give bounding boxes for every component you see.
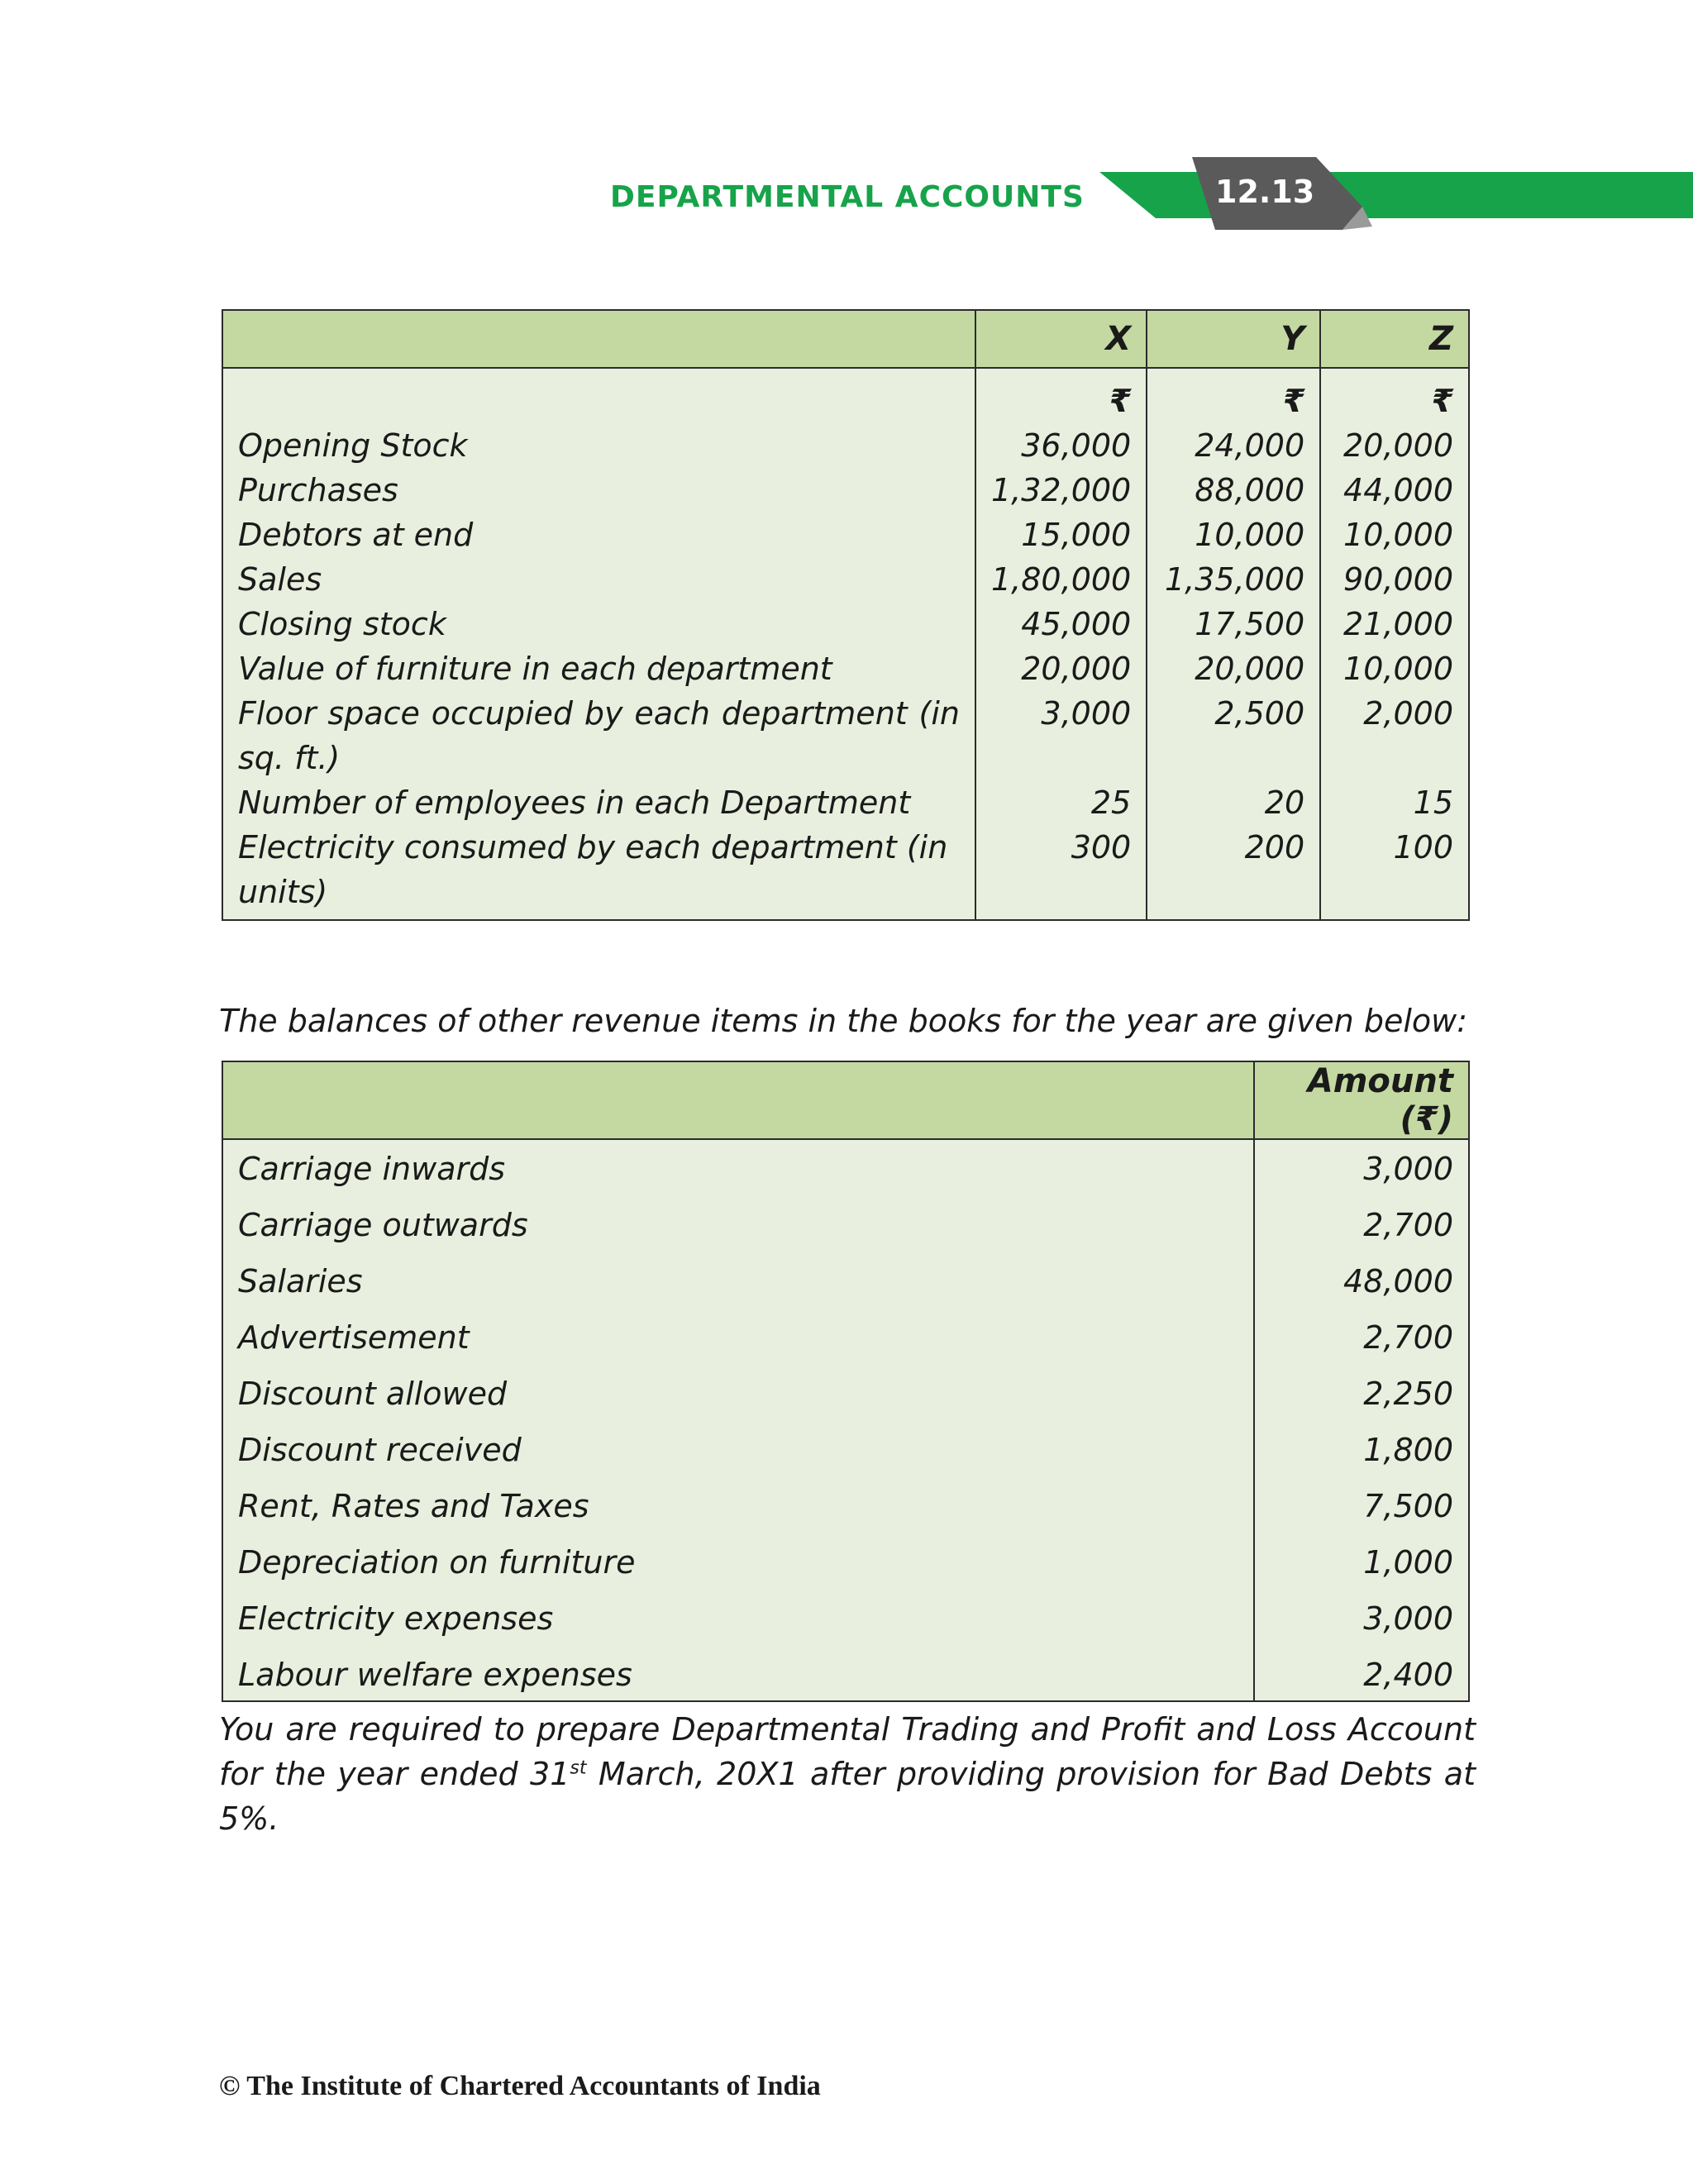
table-header-row (222, 1061, 1469, 1139)
value-z: 10,000 (1320, 513, 1469, 557)
value-y: 200 (1147, 825, 1320, 920)
table-header-row (222, 310, 1469, 368)
revenue-items-table (222, 1061, 1470, 1702)
row-label: Electricity expenses (222, 1585, 1254, 1641)
value-y: 17,500 (1147, 602, 1320, 646)
amount-value: 3,000 (1254, 1139, 1469, 1191)
header-cell-x: X (975, 310, 1147, 368)
row-label: Floor space occupied by each department (in sq. ft.) (222, 691, 975, 780)
amount-value: 1,800 (1254, 1416, 1469, 1472)
value-z: 20,000 (1320, 423, 1469, 468)
header-cell-y: Y (1147, 310, 1320, 368)
currency-cell-y: ₹ (1147, 368, 1320, 423)
table-row (222, 1528, 1469, 1585)
ordinal-suffix: st (570, 1757, 587, 1779)
value-y: 24,000 (1147, 423, 1320, 468)
amount-value: 2,700 (1254, 1304, 1469, 1360)
table-row (222, 423, 1469, 468)
currency-row (222, 368, 1469, 423)
row-label: Sales (222, 557, 975, 602)
copyright-footer: © The Institute of Chartered Accountants of India (219, 2071, 821, 2101)
table-row (222, 1247, 1469, 1304)
value-z: 10,000 (1320, 646, 1469, 691)
table-row (222, 1360, 1469, 1416)
table-row (222, 825, 1469, 920)
amount-value: 2,400 (1254, 1641, 1469, 1701)
department-data-table (222, 309, 1470, 921)
table-row (222, 1641, 1469, 1701)
value-y: 2,500 (1147, 691, 1320, 780)
amount-value: 2,700 (1254, 1191, 1469, 1247)
table-row (222, 1416, 1469, 1472)
table-row (222, 513, 1469, 557)
table-row (222, 780, 1469, 825)
table-row (222, 602, 1469, 646)
value-x: 25 (975, 780, 1147, 825)
row-label: Discount allowed (222, 1360, 1254, 1416)
row-label: Debtors at end (222, 513, 975, 557)
value-z: 90,000 (1320, 557, 1469, 602)
header-green-stripe (1099, 172, 1693, 218)
header-cell-blank (222, 1061, 1254, 1139)
value-x: 300 (975, 825, 1147, 920)
value-x: 20,000 (975, 646, 1147, 691)
row-label: Opening Stock (222, 423, 975, 468)
instruction-text-end: March, 20X1 after providing provision for Bad Debts at 5%. (219, 1756, 1476, 1837)
page-number: 12.13 (1215, 174, 1315, 210)
value-x: 1,32,000 (975, 468, 1147, 513)
table-row (222, 1191, 1469, 1247)
row-label: Rent, Rates and Taxes (222, 1472, 1254, 1528)
row-label: Purchases (222, 468, 975, 513)
table-row (222, 557, 1469, 602)
row-label: Advertisement (222, 1304, 1254, 1360)
amount-value: 1,000 (1254, 1528, 1469, 1585)
intro-paragraph: The balances of other revenue items in the books for the year are given below: (219, 1003, 1468, 1039)
value-y: 88,000 (1147, 468, 1320, 513)
row-label: Carriage outwards (222, 1191, 1254, 1247)
row-label: Depreciation on furniture (222, 1528, 1254, 1585)
currency-cell-x: ₹ (975, 368, 1147, 423)
value-x: 1,80,000 (975, 557, 1147, 602)
value-y: 20,000 (1147, 646, 1320, 691)
row-label: Number of employees in each Department (222, 780, 975, 825)
value-y: 1,35,000 (1147, 557, 1320, 602)
page-header-title: DEPARTMENTAL ACCOUNTS (610, 180, 1085, 214)
value-x: 45,000 (975, 602, 1147, 646)
instruction-text-start: You are required to prepare Departmental Trading and Profit and Loss Account for the year ended 31 (219, 1711, 1476, 1792)
table-row (222, 1304, 1469, 1360)
row-label: Salaries (222, 1247, 1254, 1304)
value-z: 21,000 (1320, 602, 1469, 646)
amount-value: 48,000 (1254, 1247, 1469, 1304)
currency-cell-blank (222, 368, 975, 423)
header-cell-blank (222, 310, 975, 368)
table-row (222, 1472, 1469, 1528)
table-row (222, 691, 1469, 780)
value-y: 10,000 (1147, 513, 1320, 557)
header-banner-graphic (1099, 157, 1693, 240)
row-label: Carriage inwards (222, 1139, 1254, 1191)
row-label: Discount received (222, 1416, 1254, 1472)
row-label: Labour welfare expenses (222, 1641, 1254, 1701)
row-label: Electricity consumed by each department (in units) (222, 825, 975, 920)
value-x: 3,000 (975, 691, 1147, 780)
table-row (222, 468, 1469, 513)
row-label: Value of furniture in each department (222, 646, 975, 691)
value-x: 15,000 (975, 513, 1147, 557)
value-y: 20 (1147, 780, 1320, 825)
value-z: 15 (1320, 780, 1469, 825)
currency-cell-z: ₹ (1320, 368, 1469, 423)
value-x: 36,000 (975, 423, 1147, 468)
table-row (222, 1585, 1469, 1641)
table-row (222, 646, 1469, 691)
header-cell-amount: Amount (₹) (1254, 1061, 1469, 1139)
value-z: 2,000 (1320, 691, 1469, 780)
header-cell-z: Z (1320, 310, 1469, 368)
value-z: 44,000 (1320, 468, 1469, 513)
amount-value: 7,500 (1254, 1472, 1469, 1528)
amount-value: 3,000 (1254, 1585, 1469, 1641)
amount-value: 2,250 (1254, 1360, 1469, 1416)
value-z: 100 (1320, 825, 1469, 920)
instruction-paragraph (219, 1707, 1476, 1841)
row-label: Closing stock (222, 602, 975, 646)
table-row (222, 1139, 1469, 1191)
